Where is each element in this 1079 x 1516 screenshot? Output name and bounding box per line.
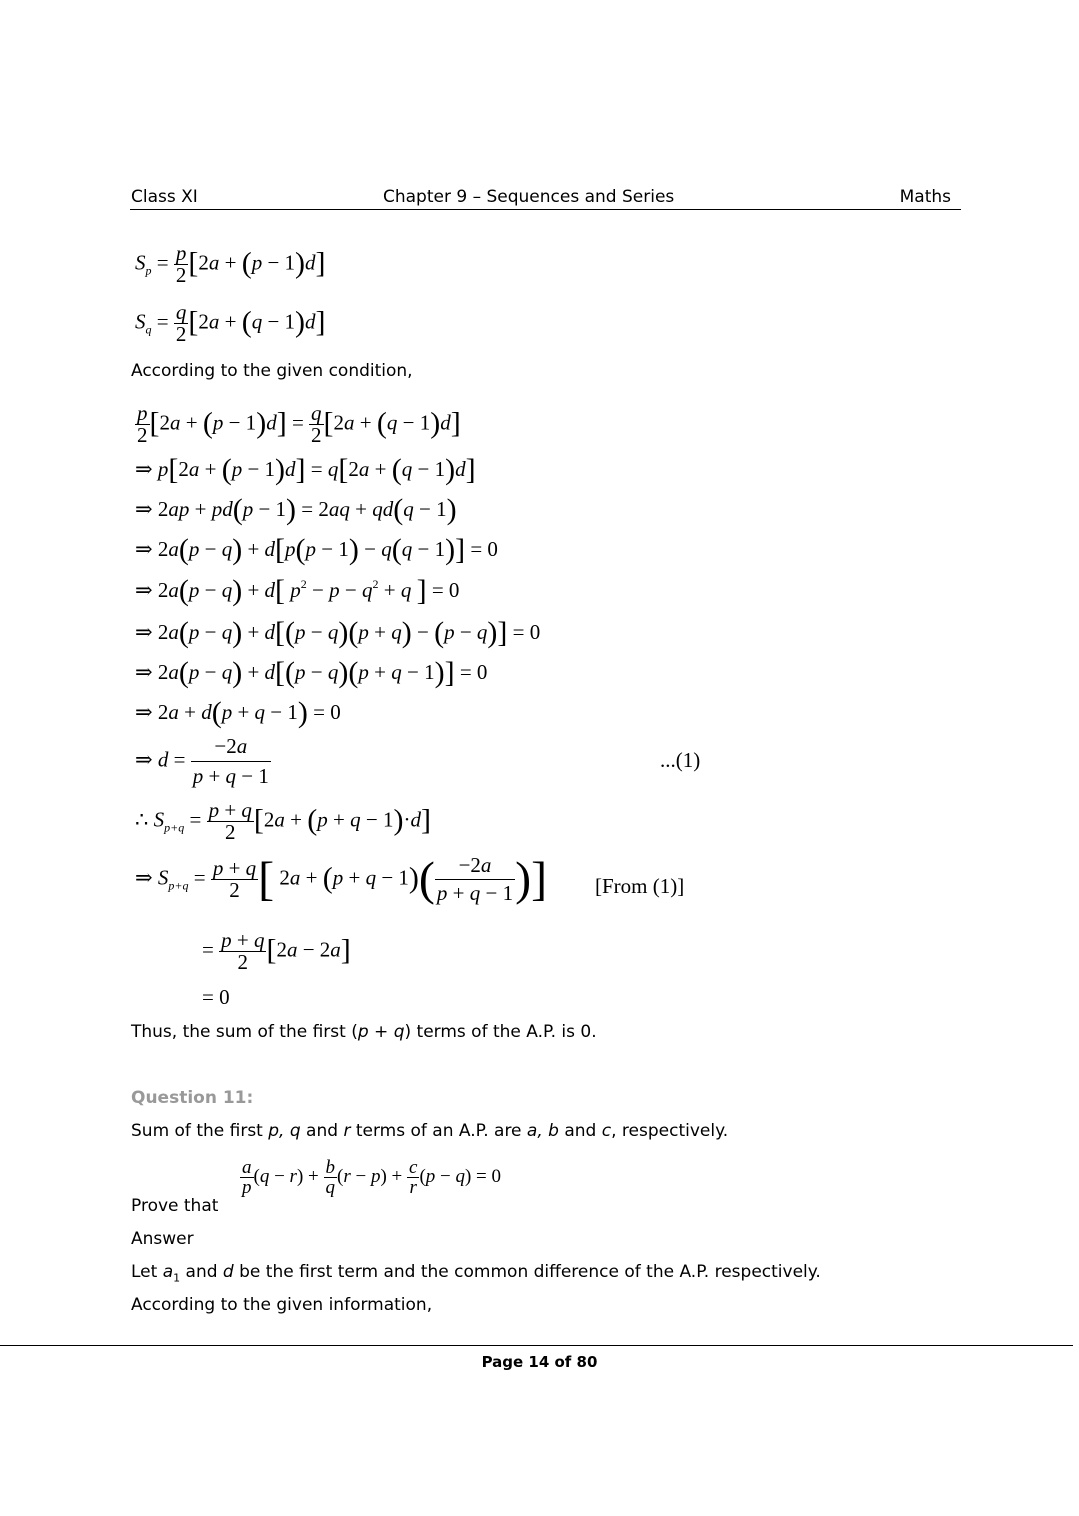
derivation-line-3: ⇒ 2ap + pd(p − 1) = 2aq + qd(q − 1) [135,493,457,526]
derivation-line-4: ⇒ 2a(p − q) + d[p(p − 1) − q(q − 1)] = 0 [135,533,498,566]
derivation-line-9: ⇒ d = $\frac{-2a}{p + q - 1}$ [135,734,269,788]
question-label: Question 11: [131,1088,254,1108]
header-subject: Maths [899,187,951,207]
footer-divider [0,1345,1073,1346]
question-text: Sum of the first p, q and r terms of an A.P. are a, b and c, respectively. [131,1121,729,1141]
prove-equation: $\frac{a}{p}$ (q − r) + $\frac{b}{q}$ (r − p) + $\frac{c}{r}$ (p − q) = 0 [242,1157,502,1198]
conclusion-text: Thus, the sum of the first (p + q) terms of the A.P. is 0. [131,1022,597,1042]
answer-label: Answer [131,1229,194,1249]
derivation-line-7: ⇒ 2a(p − q) + d[(p − q)(p + q − 1)] = 0 [135,656,488,689]
from-ref: [From (1)] [595,874,685,898]
equation-sp: $S_p$ = $\frac{p}{2}$ [2a + (p − 1)d] [135,241,326,287]
let-text: Let $a_1$ and d be the first term and the common difference of the A.P. respectively. [131,1262,821,1285]
header-class: Class XI [131,187,198,207]
page-header [130,187,961,210]
header-chapter: Chapter 9 – Sequences and Series [383,187,675,207]
derivation-line-13: = 0 [202,985,230,1009]
derivation-line-8: ⇒ 2a + d(p + q − 1) = 0 [135,696,341,729]
info-text: According to the given information, [131,1295,433,1315]
condition-text: According to the given condition, [131,361,413,381]
equation-ref-1: ...(1) [660,748,701,772]
derivation-line-11: ⇒ $S_{p+q}$ = $\frac{p + q}{2}$ [ 2a + (p + q − 1)( $\frac{-2a}{p + q - 1}$ )] [135,852,548,906]
prove-label: Prove that [131,1196,219,1216]
derivation-line-2: ⇒ p[2a + (p − 1)d] = q[2a + (q − 1)d] [135,453,476,486]
derivation-line-10: ∴ $S_{p+q}$ = $\frac{p + q}{2}$ [2a + (p + q − 1)·d] [135,798,431,844]
derivation-line-1: $\frac{p}{2}$ [2a + (p − 1)d] = $\frac{q}{2}$ [2a + (q − 1)d] [137,401,461,447]
derivation-line-12: = $\frac{p + q}{2}$ [2a − 2a] [202,928,351,974]
page-number: Page 14 of 80 [481,1353,598,1371]
equation-sq: $S_q$ = $\frac{q}{2}$ [2a + (q − 1)d] [135,300,326,346]
derivation-line-5: ⇒ 2a(p − q) + d[ $p^2 - p - q^2 + q$ ] = 0 [135,574,460,607]
derivation-line-6: ⇒ 2a(p − q) + d[(p − q)(p + q) − (p − q)] = 0 [135,616,541,649]
